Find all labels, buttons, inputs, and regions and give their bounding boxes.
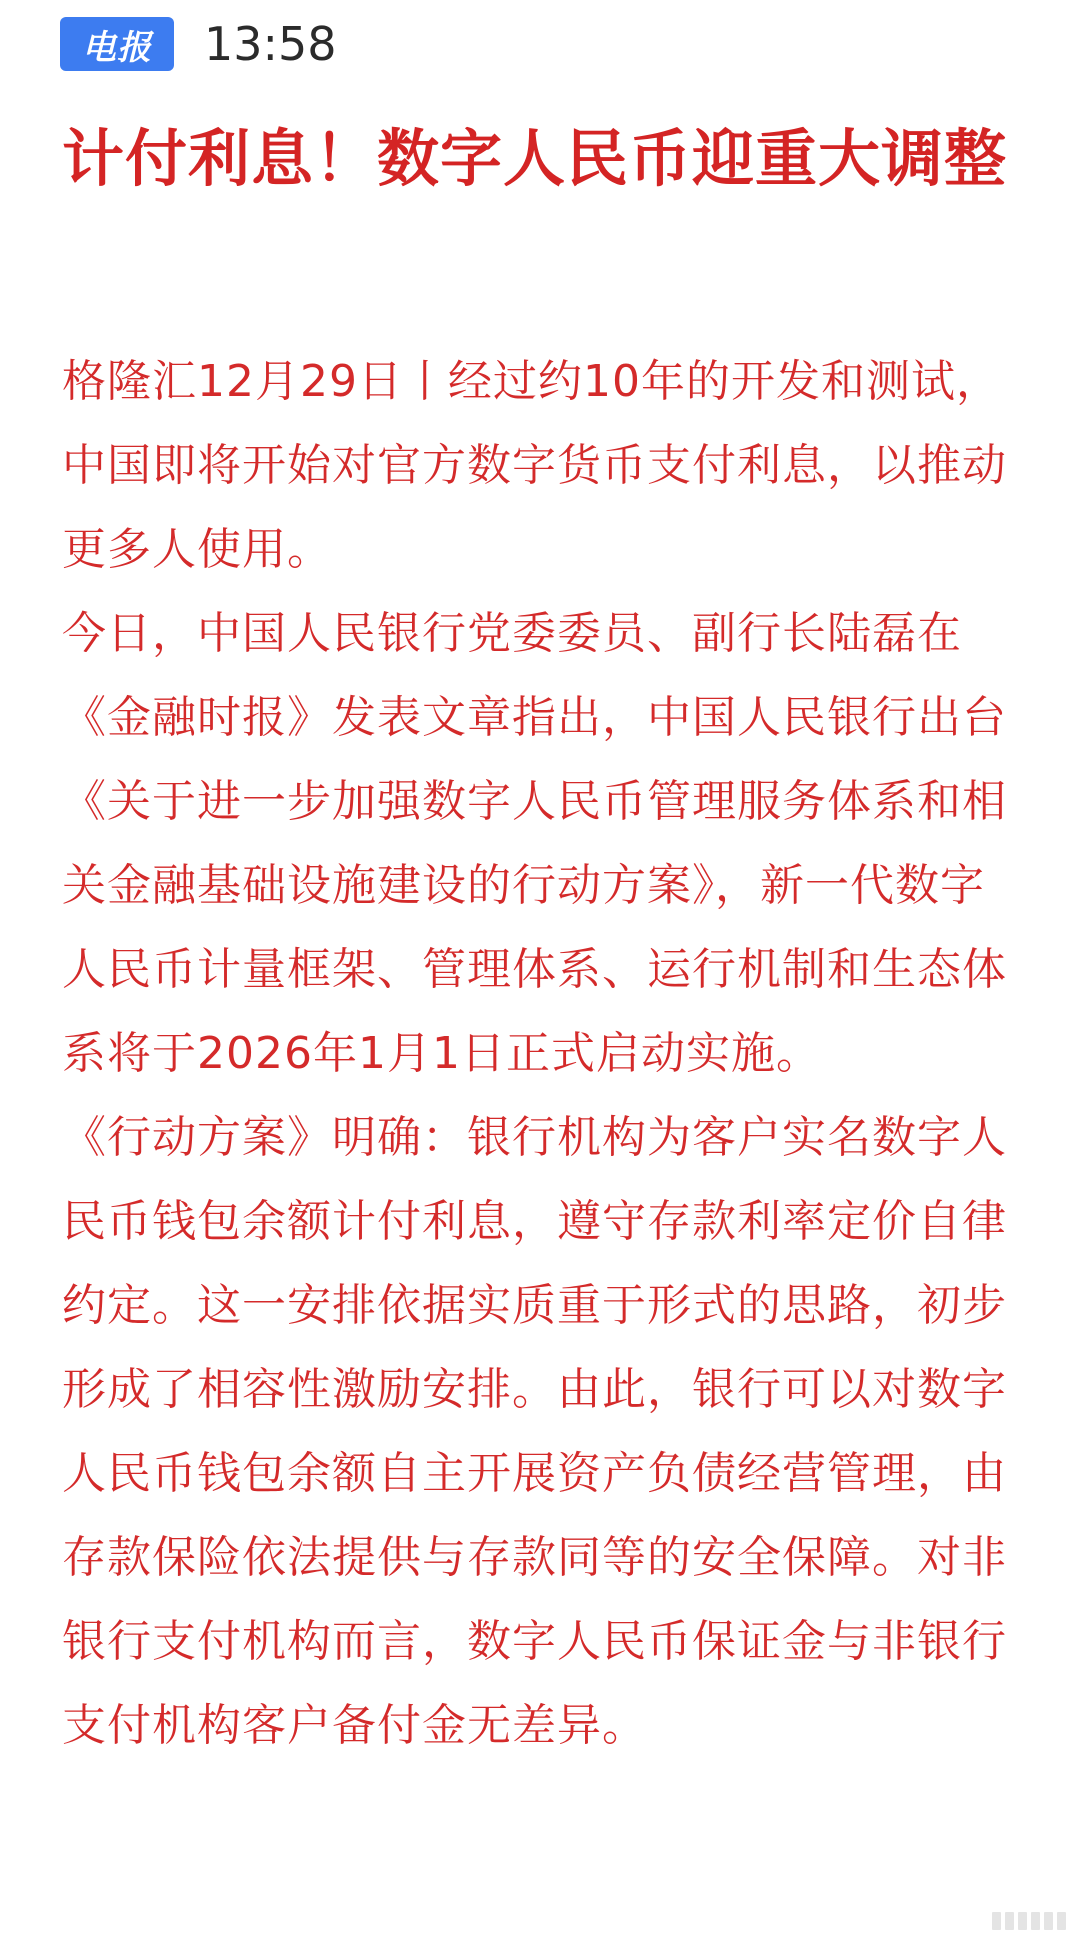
- article-paragraph-3: 《行动方案》明确：银行机构为客户实名数字人民币钱包余额计付利息，遵守存款利率定价自律约定。这一安排依据实质重于形式的思路，初步形成了相容性激励安排。由此，银行可以对数字人民币钱包余额自主开展资产负债经营管理，由存款保险依法提供与存款同等的安全保障。对非银行支付机构而言，数字人民币保证金与非银行支付机构客户备付金无差异。: [62, 1112, 1007, 1751]
- article-body: [62, 340, 1022, 1768]
- article-title: 计付利息！数字人民币迎重大调整: [62, 122, 1008, 195]
- publish-time: 13:58: [204, 17, 337, 71]
- article-paragraph-2: 今日，中国人民银行党委委员、副行长陆磊在《金融时报》发表文章指出，中国人民银行出台《关于进一步加强数字人民币管理服务体系和相关金融基础设施建设的行动方案》，新一代数字人民币计量框架、管理体系、运行机制和生态体系将于2026年1月1日正式启动实施。: [62, 608, 1007, 1079]
- telegraph-badge: 电报: [60, 17, 174, 71]
- article-paragraph-1: 格隆汇12月29日丨经过约10年的开发和测试，中国即将开始对官方数字货币支付利息，以推动更多人使用。: [62, 356, 1007, 575]
- watermark-icon: [992, 1912, 1066, 1930]
- article-meta: [60, 14, 337, 74]
